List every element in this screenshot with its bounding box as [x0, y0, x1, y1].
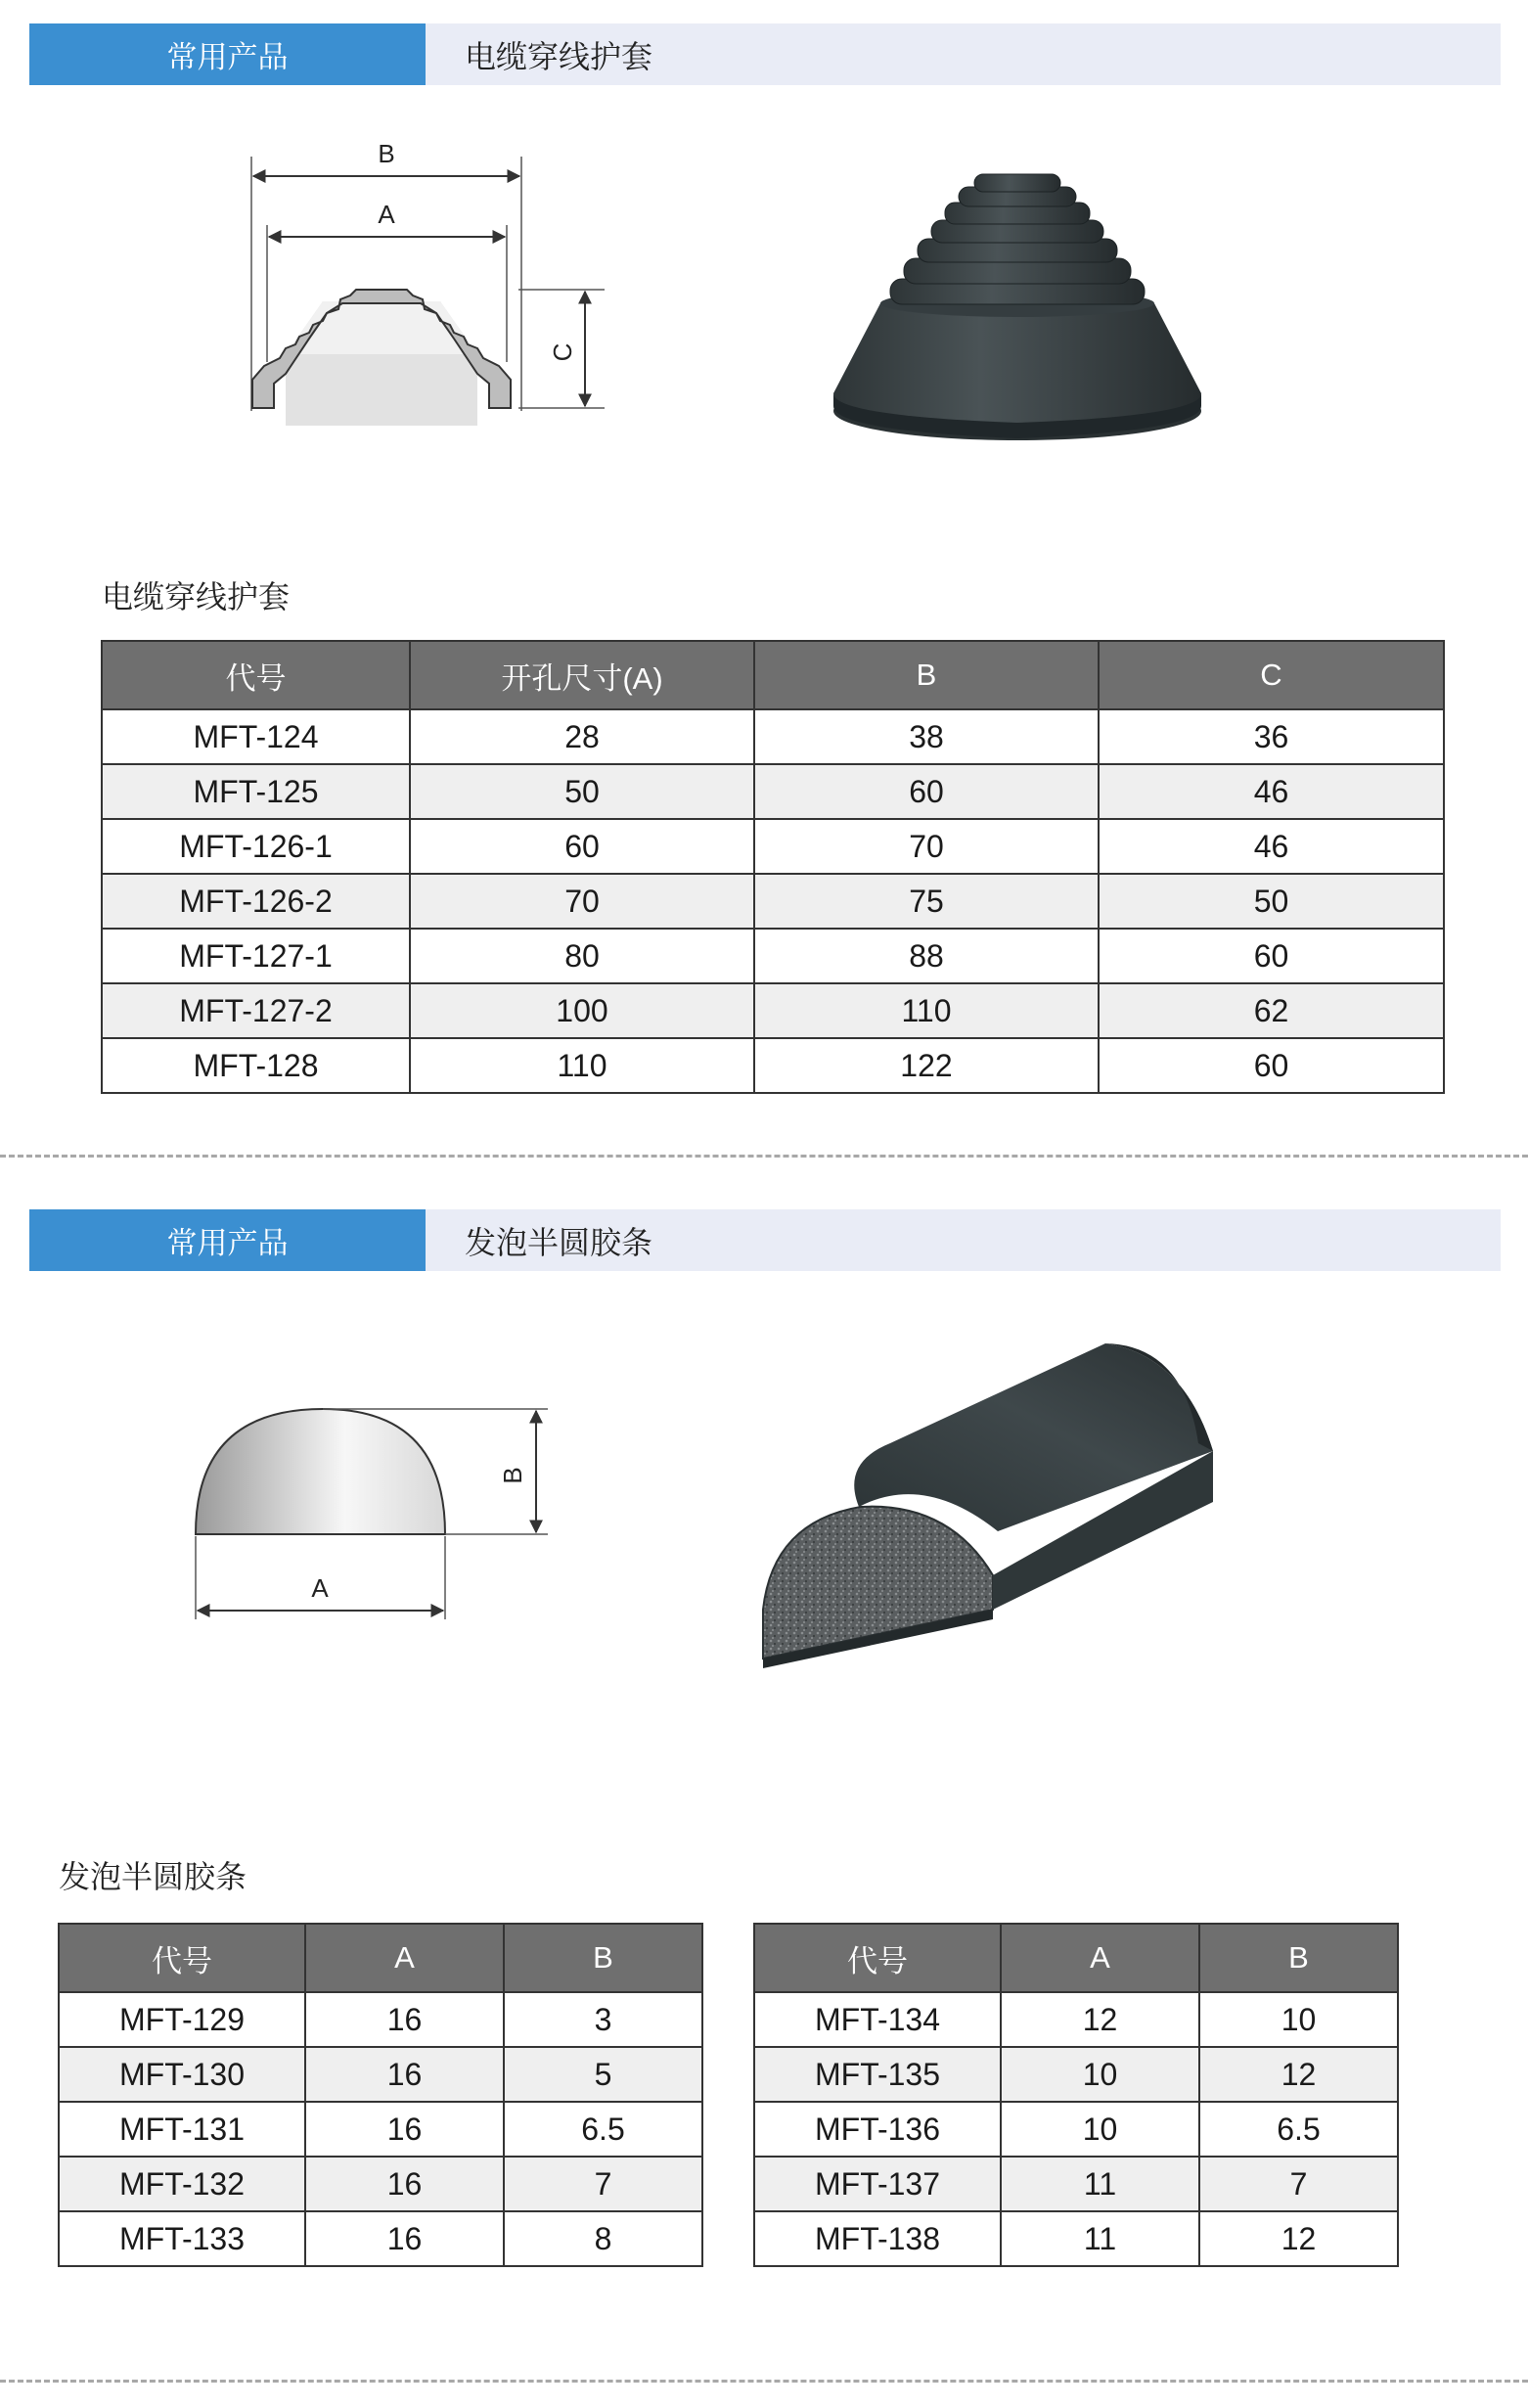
cell-code: MFT-130 [59, 2047, 305, 2102]
cell-code: MFT-131 [59, 2102, 305, 2157]
table-row [59, 2211, 702, 2266]
cell-value: 75 [754, 874, 1099, 929]
cell-value: 10 [1199, 1992, 1398, 2047]
cell-value: 28 [410, 709, 754, 764]
cell-value: 10 [1001, 2047, 1199, 2102]
cell-value: 46 [1099, 819, 1444, 874]
table-row [102, 1038, 1444, 1093]
cell-code: MFT-133 [59, 2211, 305, 2266]
cell-value: 38 [754, 709, 1099, 764]
cell-value: 12 [1199, 2211, 1398, 2266]
table-row [102, 764, 1444, 819]
column-header-code: 代号 [102, 641, 410, 709]
section-header-cable-grommet [29, 23, 1501, 85]
dimension-b-label: B [378, 139, 395, 168]
section-header-foam-strip [29, 1209, 1501, 1271]
table-row [102, 709, 1444, 764]
dimension-a-label: A [311, 1573, 329, 1603]
cell-value: 11 [1001, 2157, 1199, 2211]
table-caption: 发泡半圆胶条 [59, 1859, 247, 1894]
column-header-code: 代号 [754, 1924, 1001, 1992]
cell-code: MFT-125 [102, 764, 410, 819]
cell-value: 16 [305, 2047, 504, 2102]
cell-value: 36 [1099, 709, 1444, 764]
column-header-c: C [1099, 641, 1444, 709]
cell-value: 7 [504, 2157, 702, 2211]
table-row [102, 819, 1444, 874]
table-caption: 电缆穿线护套 [102, 579, 291, 614]
cell-value: 16 [305, 2102, 504, 2157]
cell-value: 12 [1199, 2047, 1398, 2102]
table-row [102, 874, 1444, 929]
cell-code: MFT-135 [754, 2047, 1001, 2102]
cell-value: 70 [410, 874, 754, 929]
table-row [102, 983, 1444, 1038]
foam-strip-spec-table-left [58, 1923, 703, 2267]
cell-value: 5 [504, 2047, 702, 2102]
cell-value: 110 [754, 983, 1099, 1038]
table-row [59, 2047, 702, 2102]
cell-value: 80 [410, 929, 754, 983]
foam-strip-spec-table-right [753, 1923, 1399, 2267]
cell-value: 16 [305, 2157, 504, 2211]
table-row [102, 929, 1444, 983]
cell-code: MFT-126-1 [102, 819, 410, 874]
column-header-code: 代号 [59, 1924, 305, 1992]
grommet-spec-table [101, 640, 1445, 1094]
table-row [59, 2157, 702, 2211]
cell-value: 6.5 [1199, 2102, 1398, 2157]
cell-value: 8 [504, 2211, 702, 2266]
cell-value: 122 [754, 1038, 1099, 1093]
section-title: 电缆穿线护套 [465, 38, 653, 74]
cell-value: 60 [1099, 929, 1444, 983]
table-header-row [59, 1924, 702, 1992]
table-row [754, 2157, 1398, 2211]
table-row [59, 1992, 702, 2047]
section-divider [0, 2380, 1528, 2383]
cell-value: 100 [410, 983, 754, 1038]
dimension-a-label: A [378, 200, 395, 229]
grommet-dimension-drawing [225, 127, 675, 440]
cell-value: 88 [754, 929, 1099, 983]
grommet-product-image [822, 166, 1213, 450]
table-row [754, 2211, 1398, 2266]
cell-code: MFT-134 [754, 1992, 1001, 2047]
section-title: 发泡半圆胶条 [465, 1224, 653, 1260]
cell-code: MFT-136 [754, 2102, 1001, 2157]
cell-value: 46 [1099, 764, 1444, 819]
column-header-b: B [504, 1924, 702, 1992]
cell-code: MFT-124 [102, 709, 410, 764]
cell-value: 7 [1199, 2157, 1398, 2211]
cell-code: MFT-132 [59, 2157, 305, 2211]
table-row [59, 2102, 702, 2157]
table-row [754, 2102, 1398, 2157]
cell-value: 3 [504, 1992, 702, 2047]
column-header-b: B [754, 641, 1099, 709]
column-header-b: B [1199, 1924, 1398, 1992]
cell-value: 16 [305, 1992, 504, 2047]
cell-code: MFT-138 [754, 2211, 1001, 2266]
cell-value: 60 [410, 819, 754, 874]
cell-value: 6.5 [504, 2102, 702, 2157]
cell-value: 16 [305, 2211, 504, 2266]
cell-code: MFT-128 [102, 1038, 410, 1093]
cell-value: 50 [1099, 874, 1444, 929]
column-header-hole-size: 开孔尺寸(A) [410, 641, 754, 709]
cell-value: 50 [410, 764, 754, 819]
foam-strip-product-image [753, 1326, 1213, 1707]
cell-value: 60 [1099, 1038, 1444, 1093]
table-header-row [754, 1924, 1398, 1992]
cell-value: 62 [1099, 983, 1444, 1038]
cell-code: MFT-129 [59, 1992, 305, 2047]
column-header-a: A [1001, 1924, 1199, 1992]
section-tag: 常用产品 [29, 23, 426, 85]
cell-code: MFT-127-1 [102, 929, 410, 983]
cell-code: MFT-126-2 [102, 874, 410, 929]
foam-strip-dimension-drawing [176, 1389, 567, 1634]
table-row [754, 1992, 1398, 2047]
table-row [754, 2047, 1398, 2102]
cell-value: 10 [1001, 2102, 1199, 2157]
cell-value: 60 [754, 764, 1099, 819]
section-divider [0, 1155, 1528, 1158]
cell-value: 12 [1001, 1992, 1199, 2047]
cell-code: MFT-137 [754, 2157, 1001, 2211]
section-tag: 常用产品 [29, 1209, 426, 1271]
column-header-a: A [305, 1924, 504, 1992]
cell-value: 110 [410, 1038, 754, 1093]
cell-code: MFT-127-2 [102, 983, 410, 1038]
dimension-b-label: B [498, 1467, 527, 1484]
cell-value: 70 [754, 819, 1099, 874]
table-header-row [102, 641, 1444, 709]
cell-value: 11 [1001, 2211, 1199, 2266]
dimension-c-label: C [548, 342, 577, 362]
